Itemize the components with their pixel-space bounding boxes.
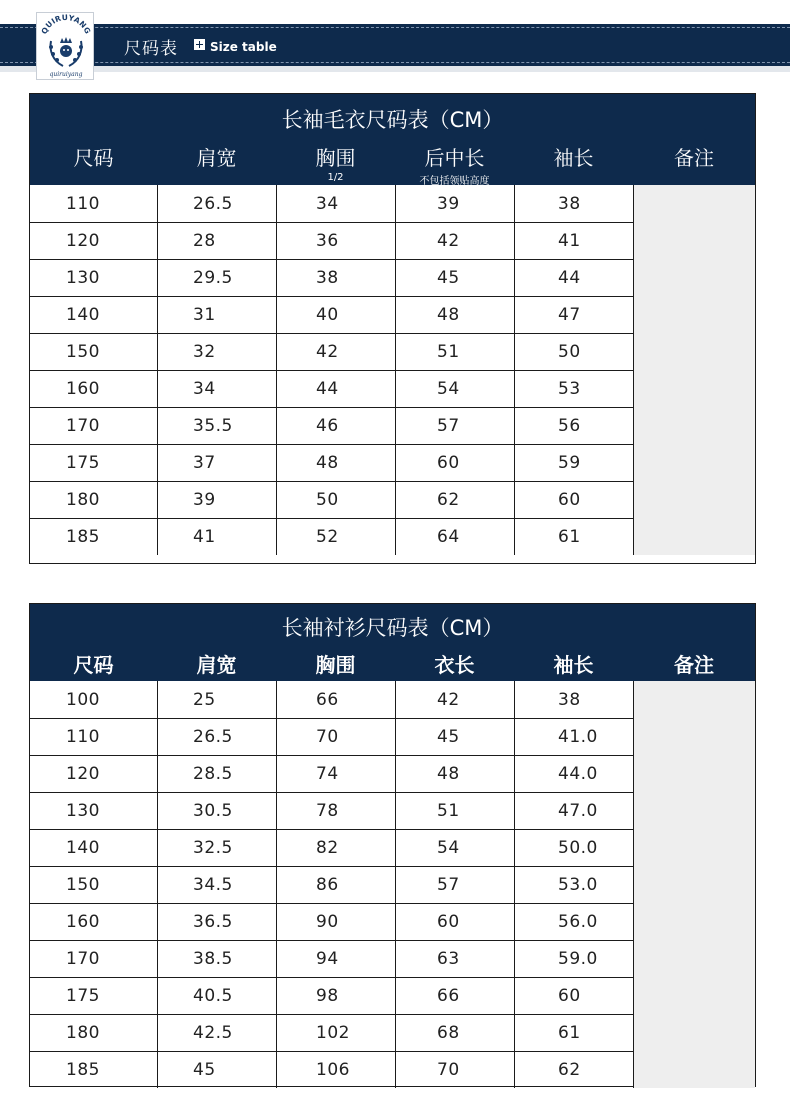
svg-text:QUIRUYANG [39,13,92,35]
table-row [30,407,633,444]
table-cell: 82 [316,838,339,858]
table-cell: 57 [437,875,460,895]
table-cell: 41 [193,527,216,547]
table-row [30,940,633,977]
table-cell: 50.0 [558,838,598,858]
table-row [30,792,633,829]
table-cell: 42 [437,689,460,710]
table-cell: 40 [316,305,339,325]
brand-logo [36,12,94,80]
table-cell: 110 [66,193,100,214]
table-cell: 61 [558,1023,581,1043]
table-cell: 130 [66,801,100,821]
table-cell: 100 [66,689,100,710]
table-cell: 45 [193,1060,216,1080]
table-cell: 98 [316,986,339,1006]
table-cell: 150 [66,875,100,895]
table-cell: 52 [316,527,339,547]
table-cell: 78 [316,801,339,821]
table-cell: 54 [437,379,460,399]
logo-arc-text: QUIRUYANG [39,13,93,36]
table-cell: 44 [558,268,581,288]
table-cell: 54 [437,838,460,858]
table-cell: 180 [66,490,100,510]
sweater-table-body [30,185,755,563]
column-divider [514,185,515,555]
table-cell: 120 [66,231,100,251]
table-cell: 70 [437,1060,460,1080]
header-cell [633,142,755,171]
header-label: 备注 [674,653,714,677]
table-cell: 31 [193,305,216,325]
header-cell [276,649,395,678]
table-row [30,370,633,407]
table-cell: 60 [437,453,460,473]
header-label: 衣长 [434,653,475,677]
table-row [30,481,633,518]
table-cell: 175 [66,453,100,473]
table-cell: 50 [558,342,581,362]
table-cell: 41 [558,231,581,251]
table-row [30,755,633,792]
table-cell: 39 [437,193,460,214]
table-cell: 102 [316,1023,350,1043]
header-cell [395,142,514,187]
table-cell: 170 [66,949,100,969]
header-cell [30,649,157,678]
table-cell: 64 [437,527,460,547]
header-label: 肩宽 [196,653,237,677]
brand-logo-emblem [37,13,95,81]
table-row [30,829,633,866]
table-row [30,903,633,940]
table-cell: 47.0 [558,801,598,821]
table-cell: 45 [437,268,460,288]
table-cell: 44.0 [558,764,598,784]
table-cell: 74 [316,764,339,784]
table-row [30,296,633,333]
header-label: 袖长 [553,653,594,677]
table-cell: 30.5 [193,801,233,821]
table-cell: 26.5 [193,193,233,214]
table-cell: 53.0 [558,875,598,895]
table-cell: 38 [558,689,581,710]
table-row [30,718,633,755]
page-title: 尺码表 [124,39,178,59]
table-cell: 150 [66,342,100,362]
table-cell: 38 [316,268,339,288]
table-cell: 56 [558,416,581,436]
table-cell: 50 [316,490,339,510]
table-cell: 42 [437,231,460,251]
table-cell: 56.0 [558,912,598,932]
header-cell [30,142,157,171]
table-cell: 26.5 [193,727,233,747]
table-cell: 32 [193,342,216,362]
table-cell: 34 [316,193,339,214]
table-cell: 70 [316,727,339,747]
table-cell: 68 [437,1023,460,1043]
banner-dashed-line-top [0,27,790,28]
table-cell: 45 [437,727,460,747]
table-cell: 180 [66,1023,100,1043]
column-divider [157,185,158,555]
header-sublabel: 1/2 [327,172,344,183]
table-cell: 62 [558,1060,581,1080]
header-label: 肩宽 [196,146,237,170]
table-row [30,185,633,222]
table-row [30,518,633,555]
shirt-table-body [30,681,755,1086]
sweater-table-caption: 长袖毛衣尺码表（CM） [281,108,504,132]
table-cell: 37 [193,453,216,473]
page-subtitle: Size table [210,40,277,54]
table-cell: 41.0 [558,727,598,747]
table-cell: 47 [558,305,581,325]
table-cell: 35.5 [193,416,233,436]
column-divider [157,681,158,1088]
header-cell [276,142,395,183]
table-cell: 60 [558,490,581,510]
column-divider [514,681,515,1088]
table-cell: 32.5 [193,838,233,858]
table-cell: 94 [316,949,339,969]
table-cell: 29.5 [193,268,233,288]
header-label: 尺码 [73,653,114,677]
table-cell: 59.0 [558,949,598,969]
table-row [30,259,633,296]
table-cell: 185 [66,527,100,547]
table-cell: 62 [437,490,460,510]
header-cell [633,649,755,678]
table-cell: 61 [558,527,581,547]
column-divider [276,681,277,1088]
logo-subtext: quiruiyang [49,71,83,78]
table-cell: 39 [193,490,216,510]
table-cell: 170 [66,416,100,436]
table-cell: 53 [558,379,581,399]
table-cell: 120 [66,764,100,784]
table-cell: 28 [193,231,216,251]
table-cell: 48 [437,305,460,325]
table-row [30,866,633,903]
table-cell: 140 [66,305,100,325]
table-cell: 34.5 [193,875,233,895]
table-row [30,681,633,718]
header-banner [0,24,790,68]
header-label: 胸围 [315,653,356,677]
table-cell: 57 [437,416,460,436]
column-divider [276,185,277,555]
table-cell: 66 [316,689,339,710]
table-row [30,977,633,1014]
table-cell: 130 [66,268,100,288]
table-cell: 110 [66,727,100,747]
header-label: 袖长 [553,146,594,170]
table-cell: 60 [437,912,460,932]
table-row [30,1014,633,1051]
sweater-size-table [29,93,756,564]
table-row [30,222,633,259]
table-row [30,1051,633,1088]
table-cell: 34 [193,379,216,399]
table-cell: 86 [316,875,339,895]
table-cell: 160 [66,379,100,399]
header-label: 后中长 [424,146,485,170]
table-cell: 185 [66,1060,100,1080]
shirt-size-table [29,603,756,1087]
table-cell: 48 [316,453,339,473]
header-label: 尺码 [73,146,114,170]
table-cell: 175 [66,986,100,1006]
table-cell: 59 [558,453,581,473]
table-cell: 25 [193,689,216,710]
plus-icon [194,39,205,50]
table-row [30,444,633,481]
table-cell: 36 [316,231,339,251]
table-cell: 51 [437,342,460,362]
table-row [30,333,633,370]
column-divider [395,185,396,555]
table-cell: 48 [437,764,460,784]
table-cell: 66 [437,986,460,1006]
table-cell: 51 [437,801,460,821]
table-cell: 106 [316,1060,350,1080]
table-cell: 42.5 [193,1023,233,1043]
table-cell: 28.5 [193,764,233,784]
header-label: 胸围 [315,146,356,170]
column-divider [395,681,396,1088]
table-cell: 63 [437,949,460,969]
notes-column [633,681,755,1088]
header-cell [514,649,633,678]
header-sublabel: 不包括领贴高度 [419,176,490,187]
table-cell: 90 [316,912,339,932]
table-cell: 42 [316,342,339,362]
header-cell [157,142,276,171]
table-cell: 140 [66,838,100,858]
banner-under-strip [0,66,790,72]
table-cell: 38 [558,193,581,214]
header-cell [395,649,514,678]
shirt-table-caption: 长袖衬衫尺码表（CM） [281,616,504,640]
table-cell: 36.5 [193,912,233,932]
header-cell [514,142,633,171]
table-cell: 60 [558,986,581,1006]
notes-column [633,185,755,555]
table-cell: 46 [316,416,339,436]
table-cell: 44 [316,379,339,399]
header-cell [157,649,276,678]
table-cell: 38.5 [193,949,233,969]
shirt-table-header [30,604,755,681]
sweater-table-header [30,94,755,185]
banner-dashed-line-bottom [0,62,790,63]
header-label: 备注 [674,146,714,170]
table-cell: 40.5 [193,986,233,1006]
table-cell: 160 [66,912,100,932]
